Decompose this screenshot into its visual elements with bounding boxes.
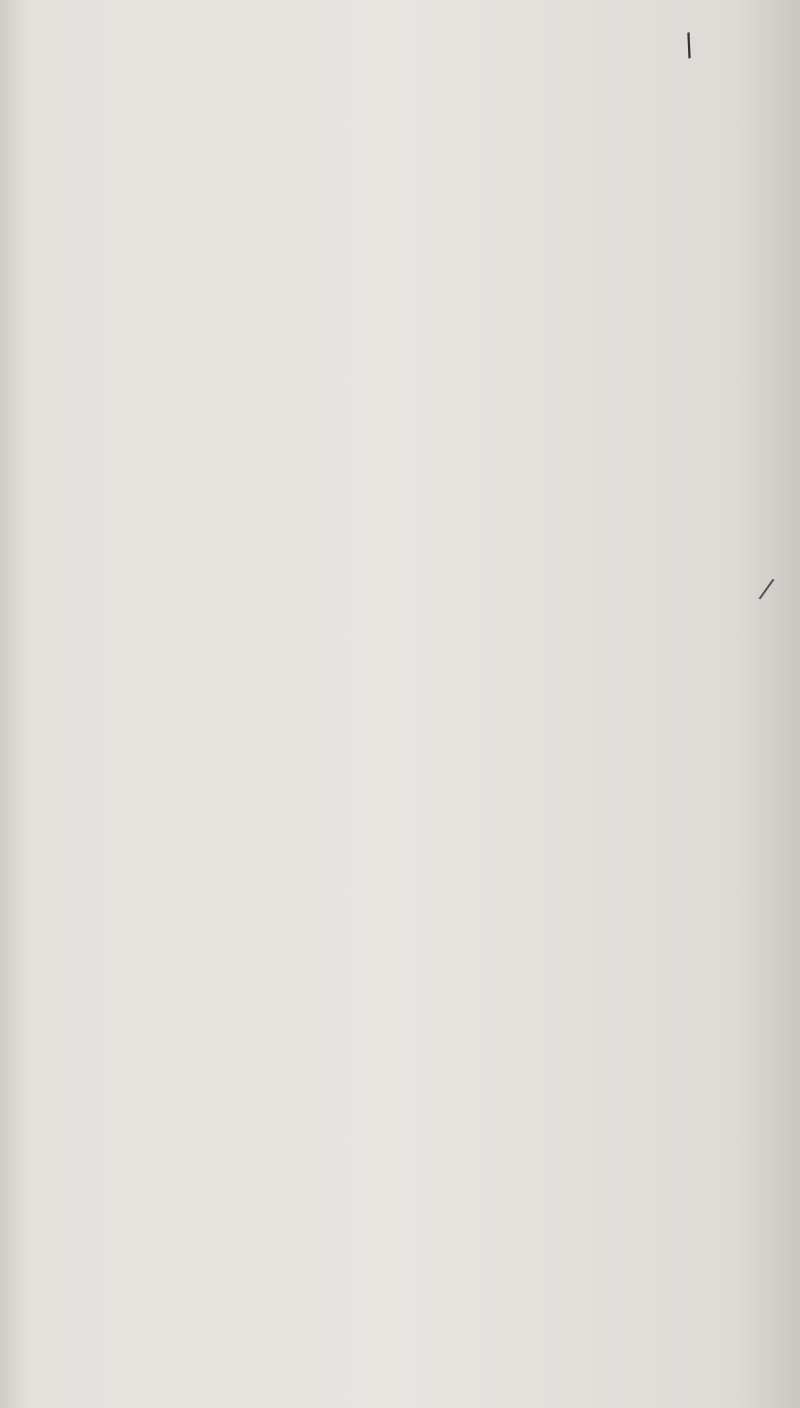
page-header	[0, 58, 800, 98]
margin-mark: /	[757, 571, 777, 606]
pen-mark: /	[678, 27, 700, 64]
